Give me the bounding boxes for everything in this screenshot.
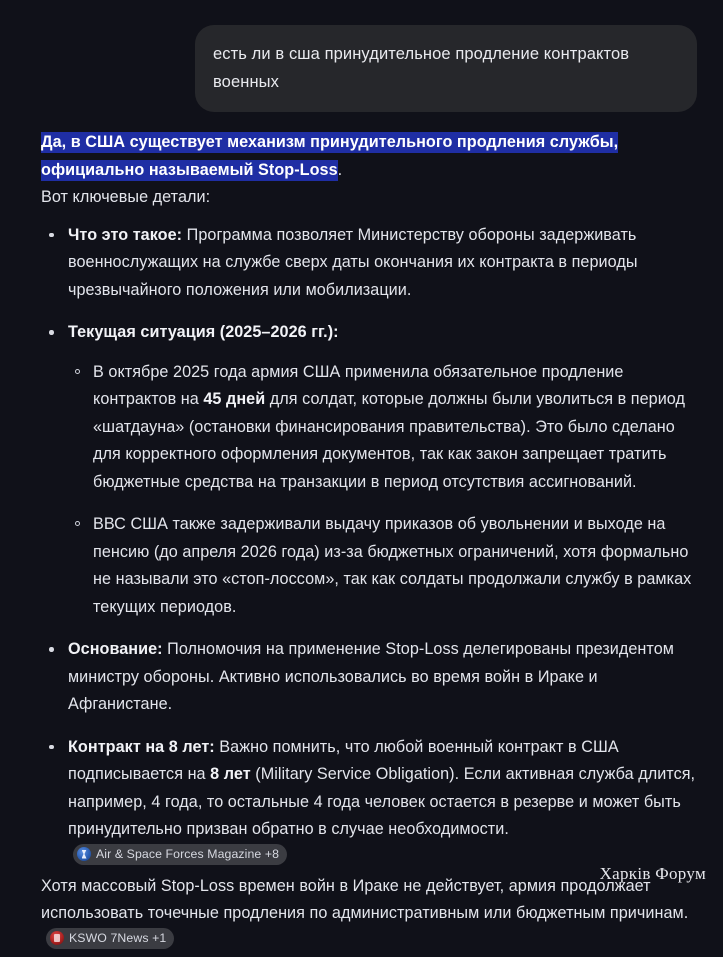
selected-text-line-2[interactable]: официально называемый Stop-Loss — [41, 160, 338, 179]
subbullet-body-part1: В октябре 2025 года армия США применила обязательное продление контрактов на — [93, 362, 624, 408]
bullet-bold: 8 лет — [210, 765, 251, 783]
citation-chip-label: KSWO 7News +1 — [69, 930, 167, 945]
bullet-body-part1: Важно помнить, что любой военный контракт в США подписывается на — [68, 737, 619, 783]
bullet-title: Текущая ситуация (2025–2026 гг.): — [68, 323, 339, 341]
bullet-body: Полномочия на применение Stop-Loss делегированы президентом министру обороны. Активно использовались во время войн в Ираке и Афганистане. — [68, 640, 674, 713]
citation-chip-kswo-7news[interactable] — [46, 928, 174, 949]
list-item — [68, 359, 697, 497]
list-item — [41, 319, 697, 621]
user-message-row — [0, 0, 723, 112]
bullet-body: Программа позволяет Министерству обороны задерживать военнослужащих на службе сверх даты окончания их контракта в периоды чрезвычайного положения или мобилизации. — [68, 225, 638, 299]
subbullet-body-part2: для солдат, которые должны были уволиться в период «шатдауна» (остановки финансирования правительства). Это было сделано для корректного оформления документов, так как закон запрещает тратить бюджетные средства на транзакции в период отсутствия ассигнований. — [93, 390, 685, 491]
air-space-forces-favicon-icon — [77, 847, 91, 861]
list-item — [68, 511, 697, 621]
watermark: Харків Форум — [599, 864, 706, 883]
answer-lead-paragraph — [41, 129, 697, 184]
list-item — [41, 636, 697, 719]
kswo-7news-favicon-icon — [50, 931, 64, 945]
answer-closing-paragraph — [41, 873, 697, 957]
citation-chip-air-space-forces[interactable] — [73, 844, 287, 865]
subbullet-body-part1: ВВС США также задерживали выдачу приказов об увольнении и выходе на пенсию (до апреля 2026 года) из-за бюджетных ограничений, хотя формально не называли это «стоп-лоссом», так как солдаты продолжали службу в рамках текущих периодов. — [93, 515, 692, 616]
answer-intro: Вот ключевые детали: — [41, 188, 211, 206]
citation-chip-label: Air & Space Forces Magazine +8 — [96, 846, 280, 861]
answer-bullet-list — [41, 222, 697, 873]
assistant-answer — [0, 129, 723, 957]
subbullet-bold: 45 дней — [203, 390, 266, 408]
user-message-bubble[interactable]: есть ли в сша принудительное продление контрактов военных — [195, 25, 697, 112]
closing-text: Хотя массовый Stop-Loss времен войн в Ираке не действует, армия продолжает использовать точечные продления по административным или бюджетным причинам. — [41, 876, 689, 922]
bullet-body-part2: (Military Service Obligation). Если активная служба длится, например, 4 года, то остальные 4 года человек остается в резерве и может быть принудительно призван обратно в случае необходимости. — [68, 765, 696, 838]
list-item — [41, 222, 697, 305]
bullet-title: Контракт на 8 лет: — [68, 737, 215, 756]
bullet-title: Основание: — [68, 640, 163, 658]
answer-sub-bullet-list — [68, 359, 697, 622]
list-item — [41, 734, 697, 873]
lead-tail: . — [337, 160, 343, 179]
bullet-title: Что это такое: — [68, 225, 183, 244]
selected-text-line-1[interactable]: Да, в США существует механизм принудительного продления службы, — [41, 133, 619, 151]
